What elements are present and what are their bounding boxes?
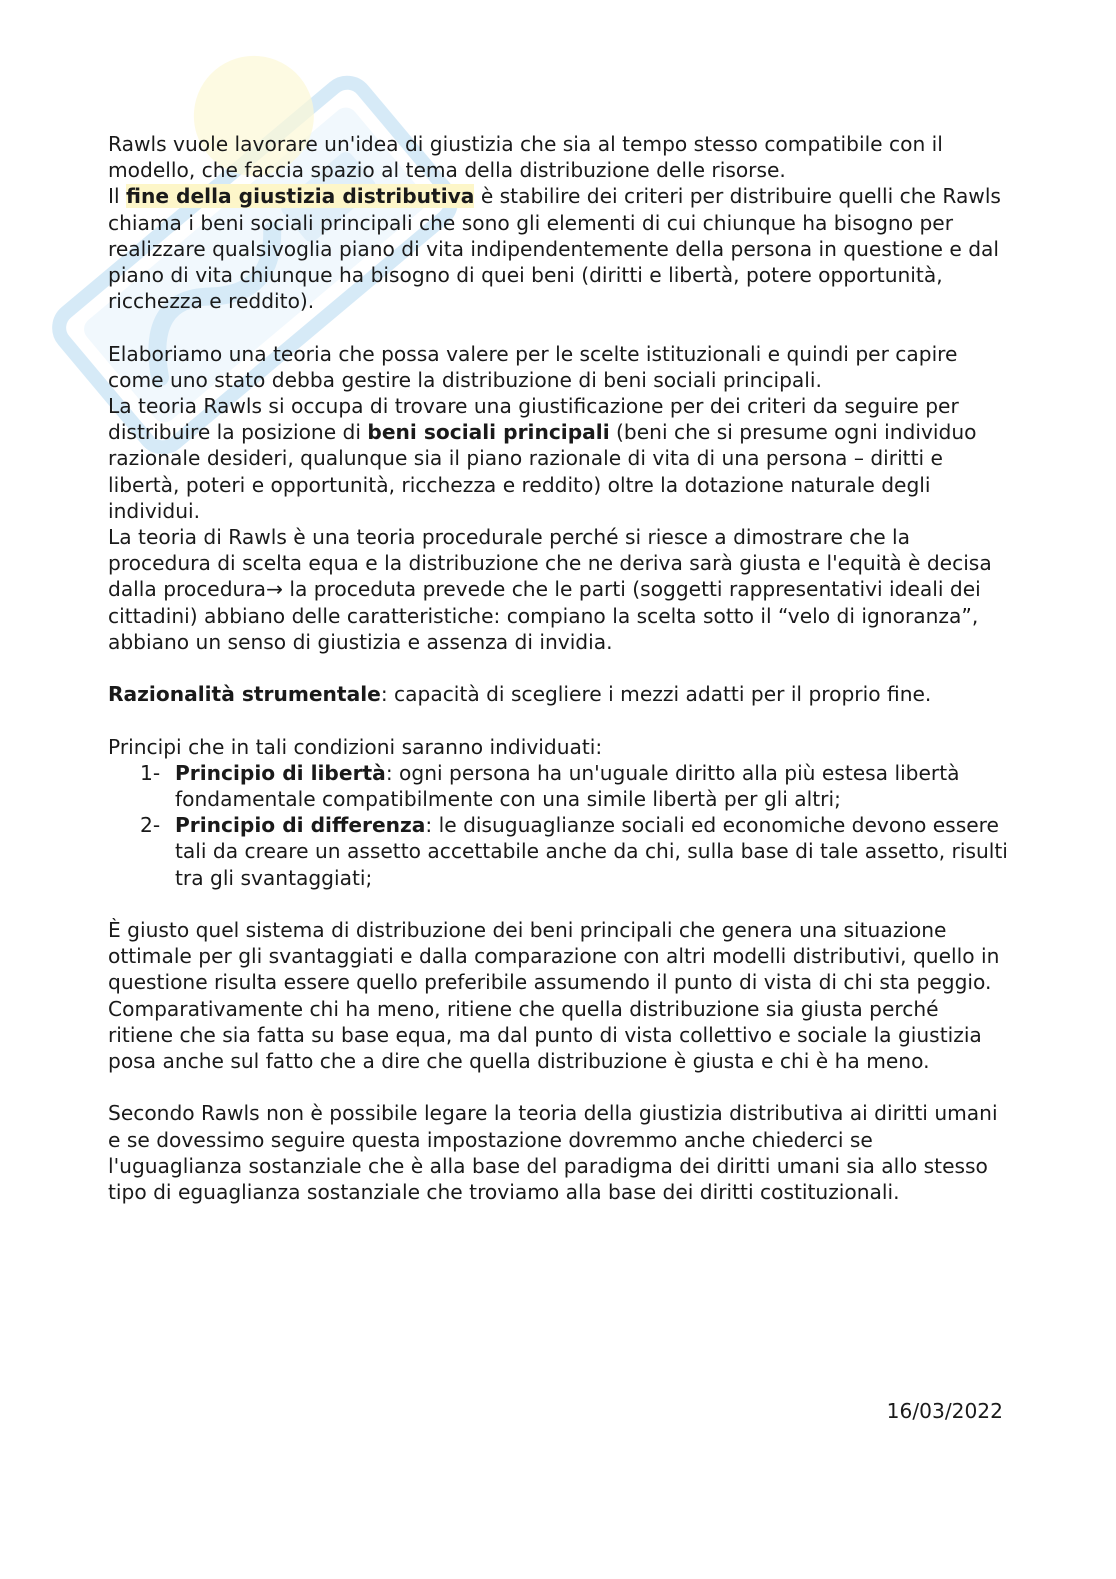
bold-term-beni-sociali: beni sociali principali	[367, 420, 610, 445]
paragraph-fine-giustizia: Il fine della giustizia distributiva è stabilire dei criteri per distribuire quelli che Rawls chiama i beni sociali principali che sono gli elementi di cui chiunque ha bisogno per realizzare qualsivoglia piano di vita indipendentemente della persona in questione e dal piano di vita chiunque ha bisogno di quei beni (diritti e libertà, potere opportunità, ricchezza e reddito).	[108, 184, 1001, 314]
bold-term-fine-giustizia: fine della giustizia distributiva	[125, 184, 475, 209]
list-item-principio-differenza: 2- Principio di differenza: le disuguaglianze sociali ed economiche devono essere tali da creare un assetto accettabile anche da chi, sulla base di tale assetto, risulti tra gli svantaggiati;	[140, 813, 1008, 890]
date-label: 16/03/2022	[886, 1399, 1003, 1423]
list-number: 1-	[140, 760, 161, 785]
list-number: 2-	[140, 813, 161, 838]
bold-term-razionalita: Razionalità strumentale	[108, 682, 381, 707]
paragraph-comparativamente: Comparativamente chi ha meno, ritiene che quella distribuzione sia giusta perché ritiene che sia fatta su base equa, ma dal punto di vista collettivo e sociale la giustizia posa anche sul fatto che a dire che quella distribuzione è giusta e chi è ha meno.	[108, 996, 982, 1074]
paragraph-sistema-giusto: È giusto quel sistema di distribuzione dei beni principali che genera una situazione ottimale per gli svantaggiati e dalla comparazione con altri modelli distributivi, quello in questione risulta essere quello preferibile assumendo il punto di vista di chi sta peggio.	[108, 918, 1000, 995]
bold-term-principio-liberta: Principio di libertà	[175, 760, 386, 785]
paragraph-razionalita: Razionalità strumentale: capacità di scegliere i mezzi adatti per il proprio fine.	[108, 682, 932, 707]
bold-term-principio-differenza: Principio di differenza	[175, 813, 426, 838]
principles-list	[108, 760, 1008, 891]
list-item-principio-liberta: 1- Principio di libertà: ogni persona ha un'uguale diritto alla più estesa libertà fondamentale compatibilmente con una simile libertà per gli altri;	[140, 760, 960, 812]
paragraph-beni-sociali: La teoria Rawls si occupa di trovare una giustificazione per dei criteri da seguire per distribuire la posizione di beni sociali principali (beni che si presume ogni individuo razionale desideri, qualunque sia il piano razionale di vita di una persona – diritti e libertà, poteri e opportunità, ricchezza e reddito) oltre la dotazione naturale degli individui.	[108, 394, 977, 523]
paragraph-diritti-umani: Secondo Rawls non è possibile legare la teoria della giustizia distributiva ai diritti umani e se dovessimo seguire questa impostazione dovremmo anche chiederci se l'uguaglianza sostanziale che è alla base del paradigma dei diritti umani sia allo stesso tipo di eguaglianza sostanziale che troviamo alla base dei diritti costituzionali.	[108, 1101, 998, 1205]
paragraph-principi-intro: Principi che in tali condizioni saranno individuati:	[108, 734, 603, 759]
paragraph-intro: Rawls vuole lavorare un'idea di giustizia che sia al tempo stesso compatibile con il modello, che faccia spazio al tema della distribuzione delle risorse.	[108, 132, 943, 183]
document-body	[108, 131, 1008, 1205]
paragraph-teoria-procedurale: La teoria di Rawls è una teoria procedurale perché si riesce a dimostrare che la procedura di scelta equa e la distribuzione che ne deriva sarà giusta e l'equità è decisa dalla procedura→ la proceduta prevede che le parti (soggetti rappresentativi ideali dei cittadini) abbiano delle caratteristiche: compiano la scelta sotto il “velo di ignoranza”, abbiano un senso di giustizia e assenza di invidia.	[108, 525, 992, 654]
paragraph-teoria-istituzionale: Elaboriamo una teoria che possa valere per le scelte istituzionali e quindi per capire come uno stato debba gestire la distribuzione di beni sociali principali.	[108, 341, 958, 392]
